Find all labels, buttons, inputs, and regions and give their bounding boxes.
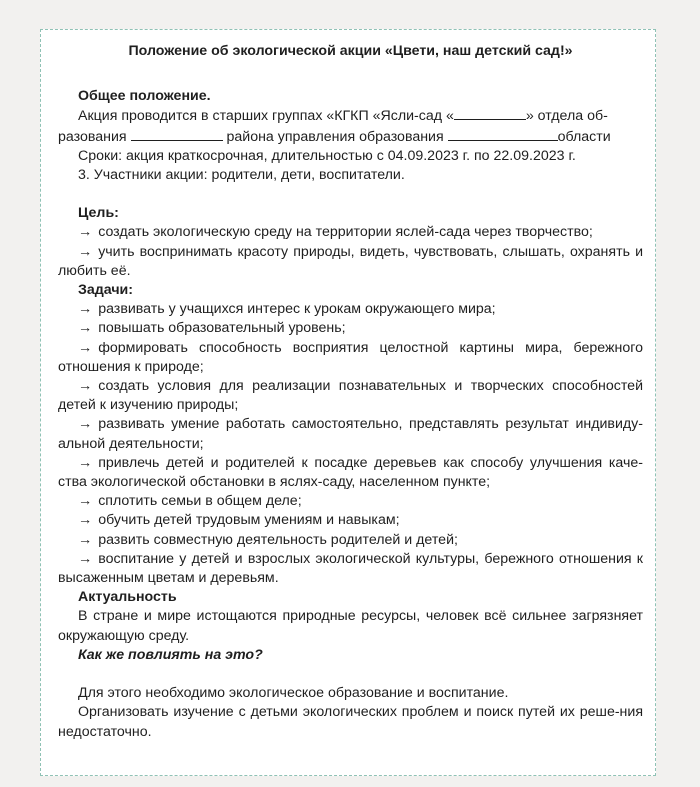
- task-item: → развивать умение работать самостоятельно, представлять результат индивиду-альной деятельности;: [58, 416, 643, 452]
- dates-text: Сроки: акция краткосрочная, длительностью с 04.09.2023 г. по 22.09.2023 г.: [78, 147, 576, 164]
- arrow-icon: →: [78, 493, 93, 510]
- tasks-heading: Задачи:: [78, 282, 134, 299]
- arrow-icon: →: [78, 454, 93, 471]
- relevance-text: В стране и мире истощаются природные ресурсы, человек всё сильнее загрязняет окружающую среду.: [58, 608, 643, 644]
- arrow-icon: →: [78, 378, 93, 395]
- relevance-heading: Актуальность: [78, 589, 177, 606]
- district-blank: [131, 127, 223, 141]
- task-item: → повышать образовательный уровень;: [78, 320, 346, 337]
- arrow-icon: →: [78, 416, 93, 433]
- relevance-question: Как же повлиять на это?: [78, 646, 263, 663]
- participants-text: 3. Участники акции: родители, дети, воспитатели.: [78, 167, 405, 184]
- task-item: → обучить детей трудовым умениям и навыкам;: [78, 512, 400, 529]
- task-item: → развить совместную деятельность родителей и детей;: [78, 531, 458, 548]
- goal-heading: Цель:: [78, 205, 119, 222]
- arrow-icon: →: [78, 512, 93, 529]
- task-item: → воспитание у детей и взрослых экологической культуры, бережного отношения к высаженным цветам и деревьям.: [58, 550, 643, 587]
- arrow-icon: →: [78, 224, 93, 241]
- arrow-icon: →: [78, 243, 93, 260]
- goal-item: → учить воспринимать красоту природы, видеть, чувствовать, слышать, охранять и любить её.: [58, 243, 643, 279]
- region-blank: [448, 127, 558, 141]
- general-heading: Общее положение.: [78, 88, 211, 105]
- arrow-icon: →: [78, 301, 93, 318]
- arrow-icon: →: [78, 550, 93, 567]
- general-line-2: разования района управления образования области: [58, 128, 611, 145]
- goal-item: → создать экологическую среду на территории яслей-сада через творчество;: [78, 224, 593, 241]
- group-name-blank: [454, 106, 526, 120]
- document-title: Положение об экологической акции «Цвети, наш детский сад!»: [128, 43, 573, 59]
- arrow-icon: →: [78, 339, 93, 356]
- document-body: [58, 42, 643, 742]
- task-item: → сплотить семьи в общем деле;: [78, 493, 302, 510]
- general-line-1: Акция проводится в старших группах «КГКП «Ясли-сад « » отдела об-: [78, 108, 608, 125]
- arrow-icon: →: [78, 531, 93, 548]
- task-item: → формировать способность восприятия целостной картины мира, бережного отношения к природе;: [58, 339, 643, 375]
- task-item: → создать условия для реализации познавательных и творческих способностей детей к изучению природы;: [58, 378, 643, 414]
- closing-paragraph-1: Для этого необходимо экологическое образование и воспитание.: [78, 685, 509, 702]
- task-item: → развивать у учащихся интерес к урокам окружающего мира;: [78, 301, 496, 318]
- arrow-icon: →: [78, 320, 93, 337]
- closing-paragraph-2: Организовать изучение с детьми экологических проблем и поиск путей их реше-ния недостаточно.: [58, 704, 643, 740]
- task-item: → привлечь детей и родителей к посадке деревьев как способу улучшения каче-ства экологической обстановки в яслях-саду, населенном пункте;: [58, 454, 643, 491]
